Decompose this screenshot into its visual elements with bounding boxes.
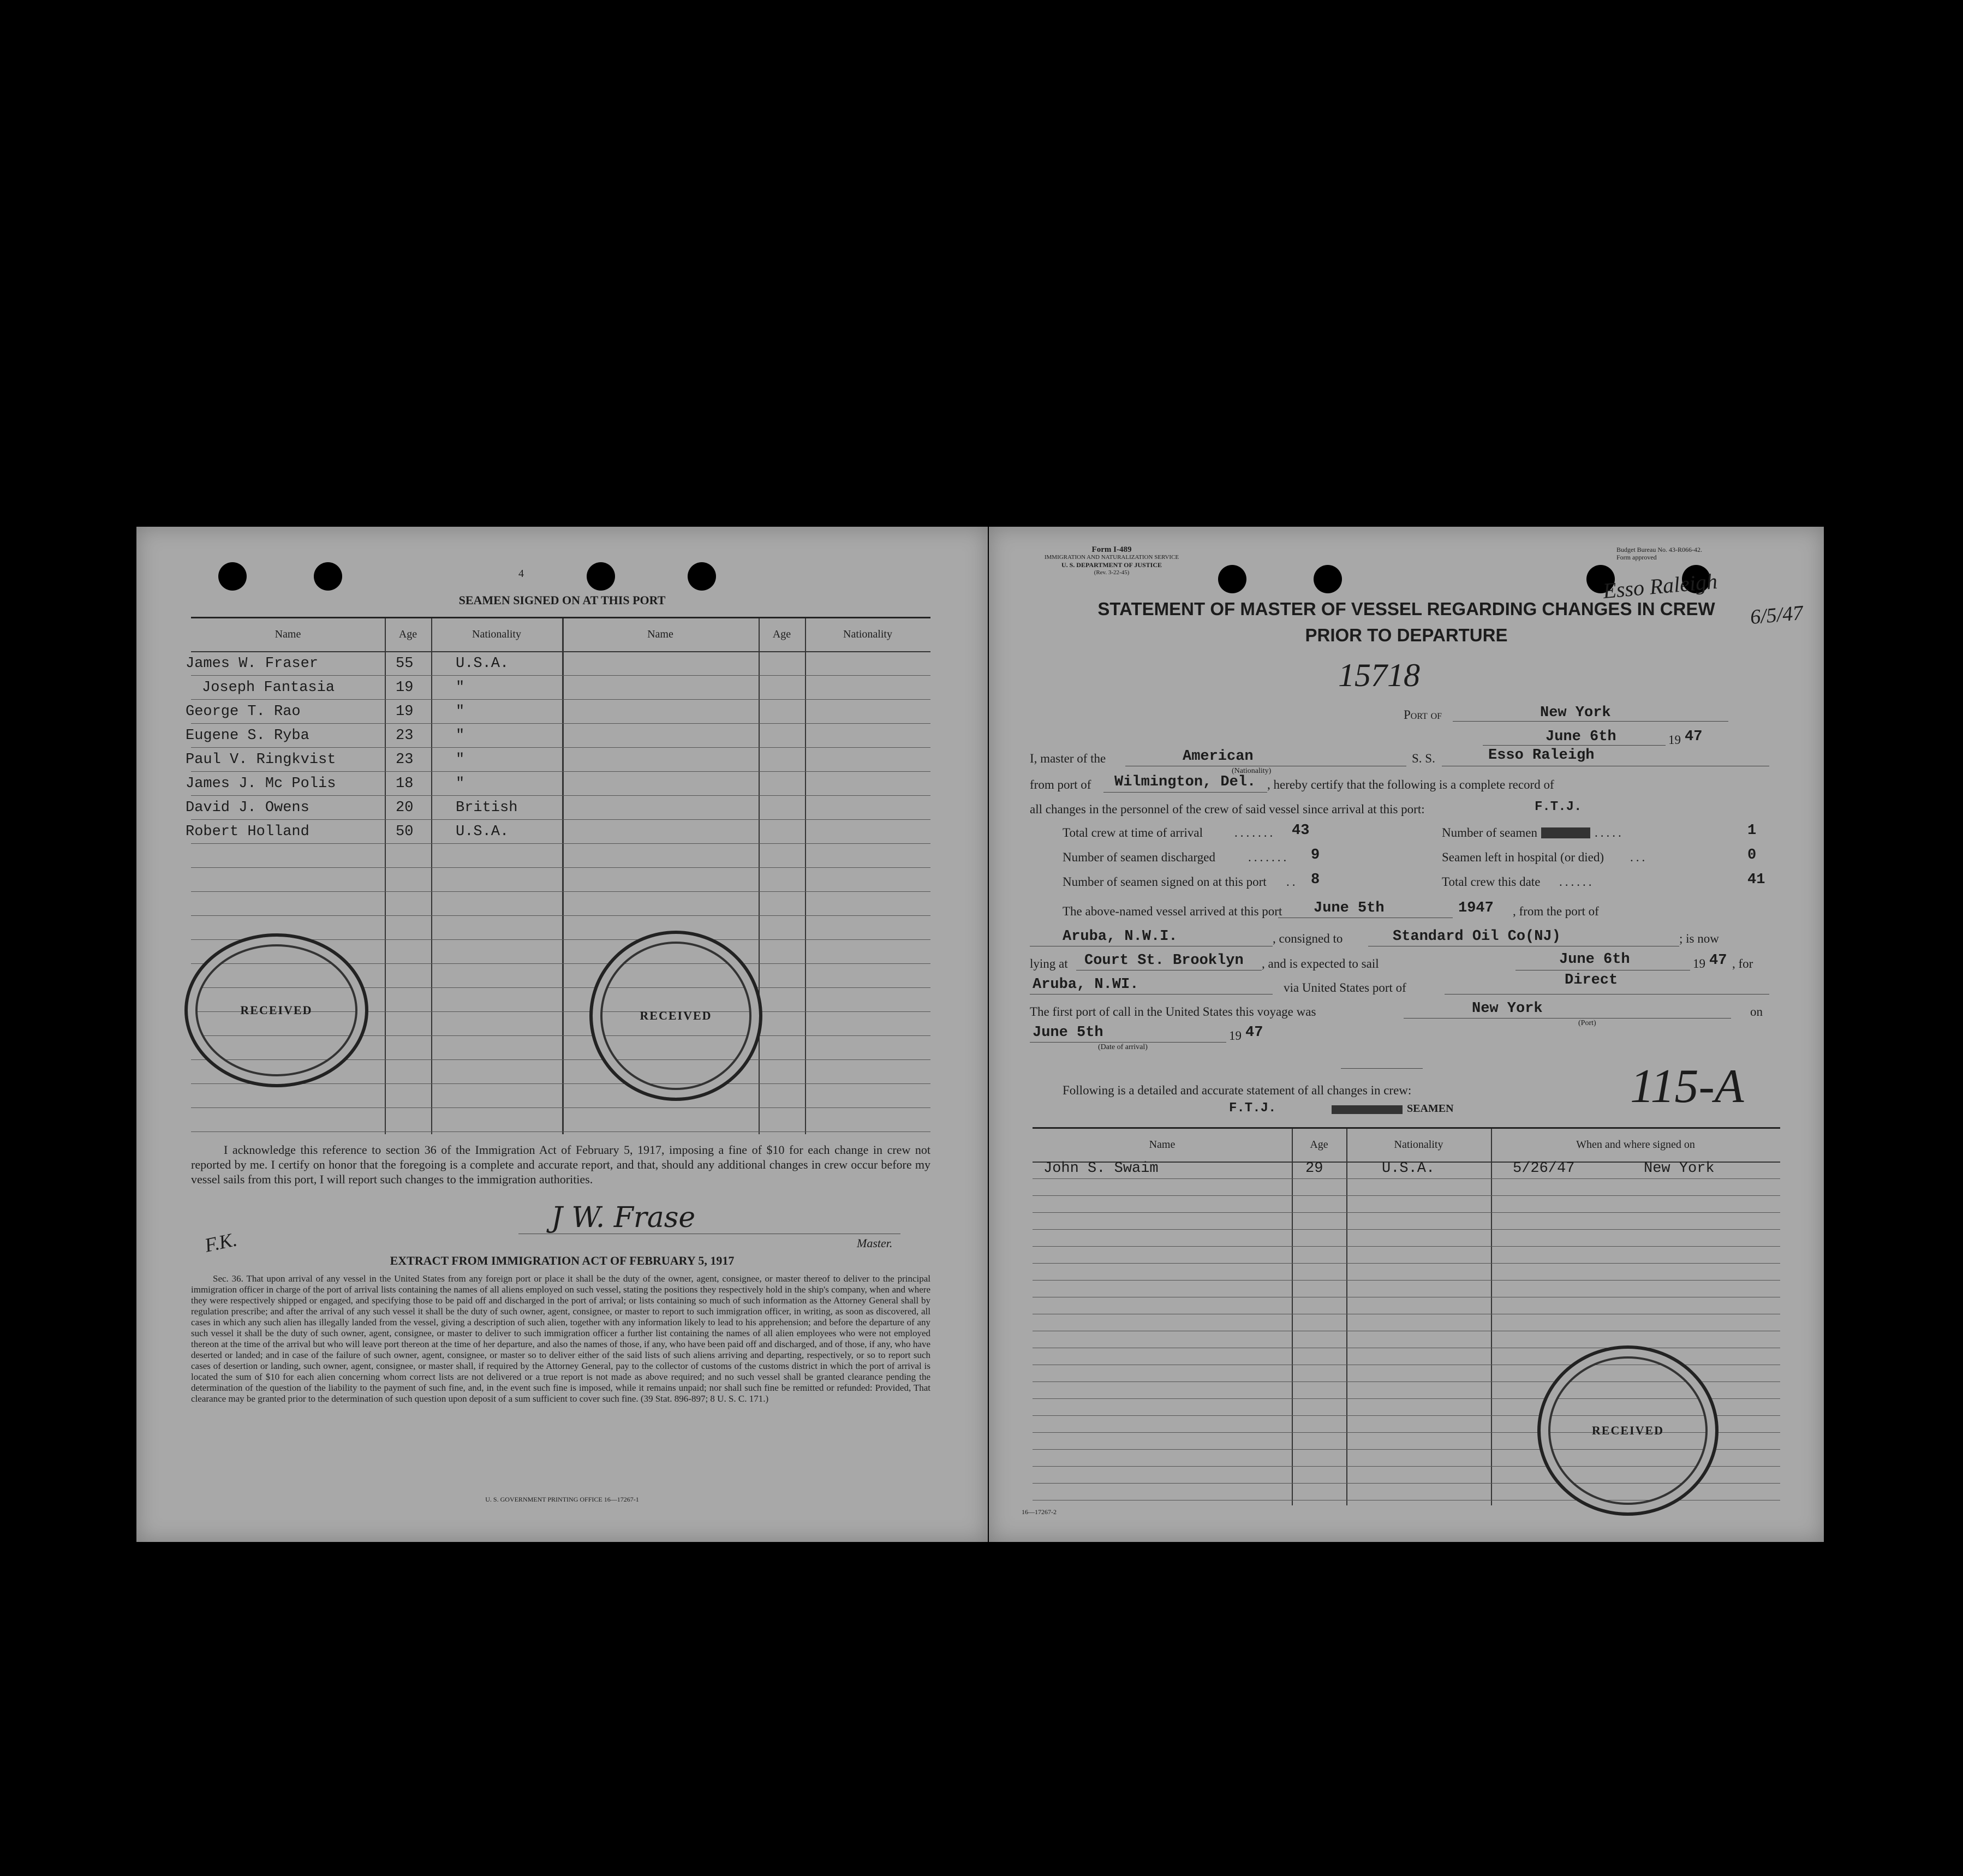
lying-at-value: Court St. Brooklyn xyxy=(1084,952,1244,969)
for-label: , for xyxy=(1732,957,1753,970)
first-year-prefix: 19 xyxy=(1229,1029,1242,1043)
lying-at-label: lying at xyxy=(1030,957,1068,970)
crew-name: David J. Owens xyxy=(186,800,309,816)
total-crew-arrival-label: Total crew at time of arrival xyxy=(1063,826,1203,839)
number-seamen-value: 1 xyxy=(1747,823,1757,839)
form-number: Form I-489 xyxy=(1091,545,1132,554)
crew-name: Robert Holland xyxy=(186,824,309,840)
field-line xyxy=(1030,1042,1226,1043)
from-the-port-value: Aruba, N.W.I. xyxy=(1063,928,1178,945)
punch-hole xyxy=(314,562,342,591)
table-row xyxy=(1033,1263,1780,1281)
crew-nationality: " xyxy=(456,680,465,696)
header-when-where: When and where signed on xyxy=(1576,1139,1695,1151)
header-nationality: Nationality xyxy=(472,628,521,640)
field-line xyxy=(1483,745,1666,746)
table-row xyxy=(1033,1331,1780,1348)
sail-year: 47 xyxy=(1709,952,1727,969)
signed-on-place: New York xyxy=(1644,1160,1715,1177)
crew-name: James W. Fraser xyxy=(186,656,319,672)
agency-name: IMMIGRATION AND NATURALIZATION SERVICE xyxy=(1044,554,1179,561)
consigned-value: Standard Oil Co(NJ) xyxy=(1393,928,1561,945)
crew-name: Paul V. Ringkvist xyxy=(186,752,336,768)
dot-leader: ...... xyxy=(1559,875,1595,889)
punch-hole xyxy=(1218,565,1246,593)
port-caption: (Port) xyxy=(1578,1019,1596,1027)
signed-on-label: Number of seamen signed on at this port xyxy=(1063,875,1267,889)
table-header xyxy=(1033,1129,1780,1163)
all-changes-label: all changes in the personnel of the crew of said vessel since arrival at this port: xyxy=(1030,802,1425,816)
all-changes-value: F.T.J. xyxy=(1535,800,1582,814)
dot-leader: ....... xyxy=(1234,826,1276,839)
crew-age: 29 xyxy=(1305,1160,1323,1177)
date-year: 47 xyxy=(1685,729,1703,745)
table-row xyxy=(186,699,930,724)
stamp-text: RECEIVED xyxy=(240,1003,313,1017)
table-row xyxy=(186,651,930,676)
first-port-label: The first port of call in the United States this voyage was xyxy=(1030,1005,1316,1019)
right-page xyxy=(989,527,1824,1542)
stamp-text: RECEIVED xyxy=(1591,1424,1664,1437)
via-label: via United States port of xyxy=(1284,981,1406,994)
total-crew-date-label: Total crew this date xyxy=(1442,875,1541,889)
title-line-2: PRIOR TO DEPARTURE xyxy=(1305,625,1508,645)
hospital-label: Seamen left in hospital (or died) xyxy=(1442,850,1604,864)
crew-nationality: British xyxy=(456,800,518,816)
section-value: F.T.J. xyxy=(1229,1101,1276,1116)
extract-title: EXTRACT FROM IMMIGRATION ACT OF FEBRUARY 5, 1917 xyxy=(390,1254,735,1267)
table-header xyxy=(191,618,930,652)
dot-leader: .. xyxy=(1286,875,1298,889)
crew-name: John S. Swaim xyxy=(1043,1160,1159,1177)
arrived-year: 1947 xyxy=(1458,900,1494,916)
crew-nationality: U.S.A. xyxy=(456,824,509,840)
table-row xyxy=(191,1083,930,1108)
master-label: Master. xyxy=(857,1236,893,1250)
form-approved: Form approved xyxy=(1616,553,1657,561)
hospital-value: 0 xyxy=(1747,847,1757,863)
table-row xyxy=(186,723,930,748)
received-stamp xyxy=(1537,1345,1719,1516)
punch-hole xyxy=(688,562,716,591)
total-crew-date-value: 41 xyxy=(1747,872,1765,888)
crew-age: 55 xyxy=(396,656,414,672)
consigned-to-label: , consigned to xyxy=(1273,932,1343,945)
handwritten-code: 115-A xyxy=(1630,1060,1744,1113)
nationality-caption: (Nationality) xyxy=(1232,767,1272,775)
received-stamp xyxy=(589,931,762,1101)
signed-on-value: 8 xyxy=(1311,872,1320,888)
date-year-prefix: 19 xyxy=(1668,733,1681,747)
table-row xyxy=(191,1107,930,1132)
table-row xyxy=(191,843,930,868)
for-value: Aruba, N.WI. xyxy=(1033,976,1139,993)
crew-nationality: U.S.A. xyxy=(456,656,509,672)
form-header xyxy=(1022,546,1202,576)
date-of-arrival-caption: (Date of arrival) xyxy=(1098,1043,1148,1051)
printing-office: U. S. GOVERNMENT PRINTING OFFICE 16—17267-1 xyxy=(485,1496,639,1503)
punch-hole xyxy=(1314,565,1342,593)
date-value: June 6th xyxy=(1546,729,1616,745)
crew-age: 50 xyxy=(396,824,414,840)
form-title xyxy=(989,596,1824,648)
arrived-label: The above-named vessel arrived at this port xyxy=(1063,904,1282,918)
struck-out-text xyxy=(1332,1105,1403,1114)
table-row xyxy=(186,747,930,772)
table-row xyxy=(1033,1246,1780,1264)
crew-age: 20 xyxy=(396,800,414,816)
table-row xyxy=(1033,1314,1780,1331)
sail-year-prefix: 19 xyxy=(1693,957,1705,970)
table-row xyxy=(1033,1212,1780,1230)
crew-age: 23 xyxy=(396,728,414,744)
nationality-value: American xyxy=(1183,748,1254,765)
crew-nationality: " xyxy=(456,704,465,720)
section-label: SEAMEN xyxy=(1407,1103,1454,1115)
punch-hole xyxy=(587,562,615,591)
crew-name: James J. Mc Polis xyxy=(186,776,336,792)
table-row xyxy=(1033,1297,1780,1314)
discharged-label: Number of seamen discharged xyxy=(1063,850,1215,864)
port-of-label: Port of xyxy=(1404,708,1442,722)
crew-age: 19 xyxy=(396,704,414,720)
stamp-text: RECEIVED xyxy=(640,1009,712,1022)
crew-nationality: " xyxy=(456,728,465,744)
crew-name: Eugene S. Ryba xyxy=(186,728,309,744)
handwritten-file-number: 15718 xyxy=(1338,657,1420,693)
crew-nationality: " xyxy=(456,752,465,768)
is-now-label: ; is now xyxy=(1679,932,1719,945)
crew-nationality: U.S.A. xyxy=(1382,1160,1435,1177)
separator-line xyxy=(1341,1068,1423,1069)
dot-leader: ....... xyxy=(1248,850,1290,864)
handwritten-date: 6/5/47 xyxy=(1749,601,1804,629)
page-number: 4 xyxy=(518,568,524,580)
header-name: Name xyxy=(275,628,301,640)
table-row xyxy=(1033,1229,1780,1247)
following-label: Following is a detailed and accurate statement of all changes in crew: xyxy=(1063,1083,1412,1097)
table-row xyxy=(1033,1178,1780,1196)
hereby-certify-label: , hereby certify that the following is a complete record of xyxy=(1267,778,1554,791)
from-the-port-label: , from the port of xyxy=(1513,904,1599,918)
ss-label: S. S. xyxy=(1412,752,1435,765)
first-year: 47 xyxy=(1245,1025,1263,1041)
header-age: Age xyxy=(1310,1139,1328,1151)
crew-age: 18 xyxy=(396,776,414,792)
table-row xyxy=(186,771,930,796)
left-page xyxy=(136,527,988,1542)
acknowledgement-text: I acknowledge this reference to section 36 of the Immigration Act of February 5, 1917, imposing a fine of $10 for each change in crew not reported by me. I certify on honor that the foregoing is a complete and accurate report, and that, should any additional changes in crew occur before my vessel sails from this port, I will report such changes to the immigration authorities. xyxy=(191,1143,930,1186)
header-name: Name xyxy=(1149,1139,1176,1151)
section-title: SEAMEN SIGNED ON AT THIS PORT xyxy=(458,593,666,607)
from-port-value: Wilmington, Del. xyxy=(1114,774,1256,790)
department-name: U. S. DEPARTMENT OF JUSTICE xyxy=(1061,561,1162,569)
crew-age: 19 xyxy=(396,680,414,696)
received-stamp xyxy=(184,933,368,1087)
table-row xyxy=(1033,1162,1780,1179)
crew-age: 23 xyxy=(396,752,414,768)
extract-text: Sec. 36. That upon arrival of any vessel in the United States from any foreign port or place it shall be the duty of the owner, agent, consignee, or master thereof to deliver to the principal immigration officer in charge of the port of arrival lists containing the names of all aliens employed on such vessel, stating the positions they respectively hold in the ship's company, when and where they were respectively shipped or engaged, and specifying those to be paid off and discharged in the port of arrival; or lists containing so much of such information as the Attorney General shall by regulation prescribe; and after the arrival of any such vessel it shall be the duty of such owner, agent, consignee, or master to report to such immigration officer, in writing, as soon as discovered, all cases in which any such alien has illegally landed from the vessel, giving a description of such alien, together with any information likely to lead to his apprehension; and before the departure of any such vessel it shall be the duty of such owner, agent, consignee, or master to deliver to such immigration officer a further list containing the names of all alien employees who were not employed thereon at the time of the arrival but who will leave port thereon at the time of her departure, and also the names of those, if any, who have been paid off and discharged, and of those, if any, who have deserted or landed; and in case of the failure of such owner, agent, consignee, or master so to deliver either of the said lists of such aliens arriving and departing, respectively, or so to report such cases of desertion or landing, such owner, agent, consignee, or master shall, if required by the Attorney General, pay to the collector of customs of the customs district in which the port of arrival is located the sum of $10 for each alien concerning whom correct lists are not delivered or a true report is not made as above required; and no such vessel shall be granted clearance pending the determination of the question of the liability to the payment of such fine, and, in the event such fine is imposed, while it remains unpaid; nor shall such fine be remitted or refunded: Provided, That clearance may be granted prior to the determination of such question upon deposit of a sum sufficient to cover such fine. (39 Stat. 896-897; 8 U. S. C. 171.) xyxy=(191,1273,930,1404)
number-seamen-label: Number of seamen xyxy=(1442,826,1537,839)
budget-info xyxy=(1616,546,1702,561)
crew-nationality: " xyxy=(456,776,465,792)
dot-leader: ..... xyxy=(1595,826,1624,839)
table-row xyxy=(1033,1195,1780,1213)
sail-date-value: June 6th xyxy=(1559,951,1630,968)
expected-sail-label: , and is expected to sail xyxy=(1262,957,1379,970)
table-row xyxy=(191,675,930,700)
field-line xyxy=(1404,1018,1731,1019)
master-signature: J W. Frase xyxy=(551,1201,696,1234)
via-value: Direct xyxy=(1565,972,1618,988)
first-port-value: New York xyxy=(1472,1000,1543,1017)
i-master-label: I, master of the xyxy=(1030,752,1106,765)
title-line-1: STATEMENT OF MASTER OF VESSEL REGARDING CHANGES IN CREW xyxy=(1097,599,1715,619)
on-label: on xyxy=(1750,1005,1763,1019)
struck-out-text xyxy=(1541,827,1590,838)
table-row xyxy=(186,795,930,820)
ship-name: Esso Raleigh xyxy=(1488,747,1595,764)
signed-on-date: 5/26/47 xyxy=(1513,1160,1575,1177)
table-row xyxy=(191,867,930,892)
budget-bureau: Budget Bureau No. 43-R066-42. xyxy=(1616,546,1702,553)
dot-leader: ... xyxy=(1630,850,1648,864)
header-age: Age xyxy=(398,628,417,640)
handwritten-ship-name: Esso Raleigh xyxy=(1602,568,1719,604)
header-nationality: Nationality xyxy=(1394,1139,1443,1151)
field-line xyxy=(1103,792,1267,793)
crew-name: Joseph Fantasia xyxy=(202,680,335,696)
header-nationality-2: Nationality xyxy=(843,628,892,640)
field-line xyxy=(1453,721,1728,722)
header-age-2: Age xyxy=(772,628,791,640)
header-name-2: Name xyxy=(647,628,673,640)
port-of-value: New York xyxy=(1540,705,1611,721)
first-date-value: June 5th xyxy=(1033,1025,1103,1041)
crew-name: George T. Rao xyxy=(186,704,301,720)
table-row xyxy=(191,891,930,916)
from-port-label: from port of xyxy=(1030,778,1091,791)
printing-office: 16—17267-2 xyxy=(1022,1508,1057,1516)
table-row xyxy=(186,819,930,844)
table-row xyxy=(1033,1280,1780,1297)
margin-note: F.K. xyxy=(202,1228,239,1256)
total-crew-arrival-value: 43 xyxy=(1292,823,1310,839)
discharged-value: 9 xyxy=(1311,847,1320,863)
punch-hole xyxy=(218,562,247,591)
form-revision: (Rev. 3-22-45) xyxy=(1094,569,1130,576)
arrived-value: June 5th xyxy=(1314,900,1385,916)
